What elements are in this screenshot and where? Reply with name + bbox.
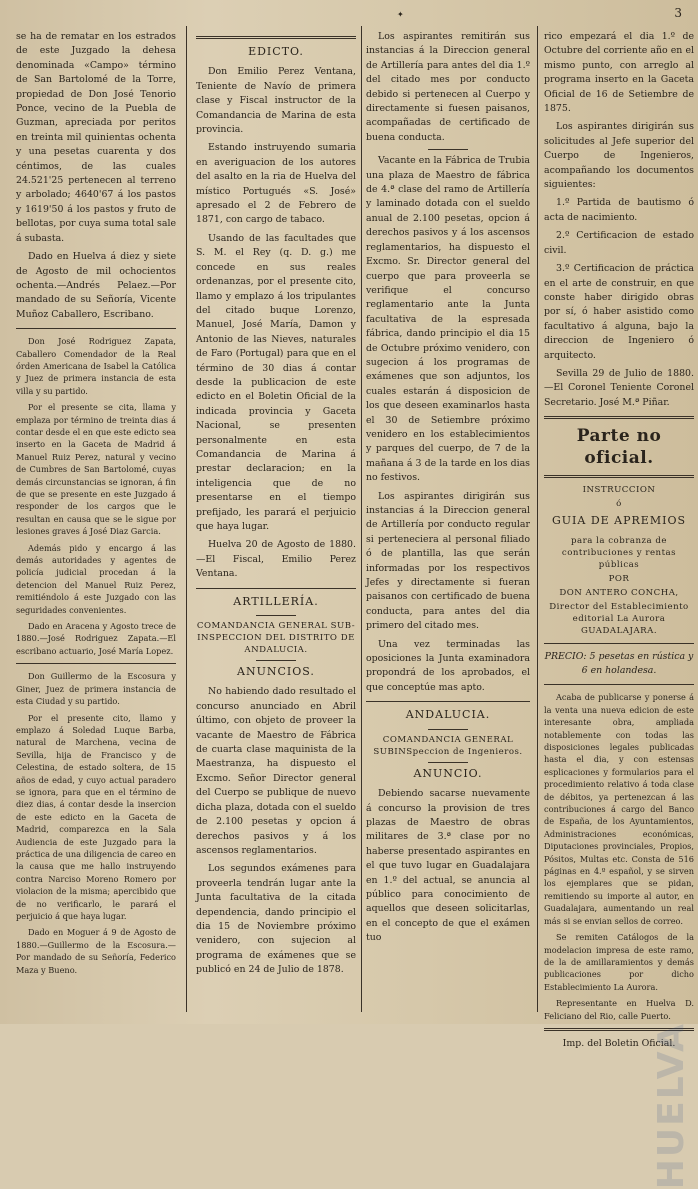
paragraph: Representante en Huelva D. Feliciano del Rio, calle Puerto. (544, 998, 694, 1021)
divider (428, 149, 468, 150)
paragraph: Los aspirantes remitirán sus instancias á la Direccion general de Artillería para antes del dia 1.º del citado mes por conducto debido si pertenecen al Cuerpo y directamente si fuesen paisanos, acompañadas de certificado de buena conducta. (366, 31, 530, 143)
subheading: POR (608, 573, 630, 584)
section-title: ANDALUCIA. (405, 708, 491, 722)
paragraph: se ha de rematar en los estrados de este Juzgado la dehesa denominada «Campo» término de San Bartolomé de la Torre, propiedad de Don José Tenorio Ponce, vecino de la Puebla de Guzman, apreciada por peritos en treinta mil quinientas ochenta y una pesetas cuarenta y dos céntimos, de las cuales 24.521'25 pertenecen al terreno y arbolado; 4640'67 á los pastos y 1619'50 á los pastos y fruto de bellotas, por cuya suma total sale á subasta. (16, 31, 176, 244)
divider (16, 663, 176, 664)
list-item: 3.º Certificacion de práctica en el arte de construir, en que conste haber dirigido obras por sí, ó haber asistido como facultativo á alguna, bajo la direccion de Ingeniero ó arquitecto. (544, 263, 694, 361)
divider (196, 36, 356, 39)
divider (428, 762, 468, 763)
paragraph: Los segundos exámenes para proveerla tendrán lugar ante la Junta facultativa de la citada dependencia, dando principio el dia 15 de Noviembre próximo venidero, con sujecion al programa de exámenes que se publicó en 24 de Julio de 1878. (196, 863, 356, 976)
price: PRECIO: 5 pesetas en rústica y 6 en holandesa. (544, 650, 694, 676)
paragraph: Por el presente se cita, llama y emplaza por término de treinta dias á contar desde el en que este edicto sea inserto en la Gaceta de Madrid á Manuel Ruiz Perez, natural y vecino de Cumbres de San Bartolomé, cuyas demás circunstancias se ignoran, á fin de que se presente en este Juzgado á responder de los cargos que le resultan en causa que se le sigue por lesiones graves á José Diaz Garcia. (16, 402, 176, 537)
column-rule (186, 26, 187, 1012)
section-title: EDICTO. (248, 45, 304, 58)
section-title: ARTILLERÍA. (233, 594, 319, 608)
section-title: ANUNCIO. (413, 766, 483, 780)
divider (16, 328, 176, 329)
list-item: 2.º Certificacion de estado civil. (544, 230, 694, 256)
column-rule (537, 26, 538, 1012)
paragraph: Dado en Huelva á diez y siete de Agosto de mil ochocientos ochenta.—Andrés Pelaez.—Por mandado de su Señoría, Vicente Muñoz Caballero, Escribano. (16, 251, 176, 320)
paragraph: Se remiten Catálogos de la modelacion impresa de este ramo, de la de amillaramientos y demás publicaciones por dicho Establecimiento La Aurora. (544, 932, 694, 992)
column-3 (366, 30, 530, 1008)
divider (544, 416, 694, 419)
paragraph: Sevilla 29 de Julio de 1880.—El Coronel Teniente Coronel Secretario. José M.ª Piñar. (544, 367, 694, 408)
divider (256, 615, 296, 616)
imprint: Imp. del Boletin Oficial. (562, 1037, 676, 1049)
watermark: HUELVA (651, 1022, 692, 1189)
book-title: GUIA DE APREMIOS (551, 514, 686, 528)
paragraph: Debiendo sacarse nuevamente á concurso la provision de tres plazas de Maestro de obras militares de 3.ª clase por no haberse presentado aspirantes en el que tuvo lugar en Guadalajara en 1.º del actual, se anuncia al público para conocimiento de aquellos que deseen solicitarlas, en el concepto de que el exámen tuo (366, 788, 530, 944)
divider (544, 475, 694, 478)
divider (366, 701, 530, 702)
section-title: ANUNCIOS. (237, 665, 315, 679)
subheading: COMANDANCIA GENERAL SUBINSpeccion de Ingenieros. (373, 734, 523, 757)
paragraph: rico empezará el dia 1.º de Octubre del corriente año en el mismo punto, con arreglo al programa inserto en la Gaceta Oficial de 16 de Setiembre de 1875. (544, 31, 694, 115)
subheading: INSTRUCCION (582, 485, 656, 496)
paragraph: Don Emilio Perez Ventana, Teniente de Navío de primera clase y Fiscal instructor de la Comandancia de Marina de esta provincia. (196, 66, 356, 136)
subheading: COMANDANCIA GENERAL SUB-INSPECCION DEL DISTRITO DE ANDALUCIA. (196, 621, 356, 656)
paragraph: Dado en Aracena y Agosto trece de 1880.—José Rodriguez Zapata.—El escribano actuario, José María Lopez. (16, 621, 176, 656)
divider (428, 729, 468, 730)
divider (196, 588, 356, 589)
divider (256, 660, 296, 661)
page-number: 3 (674, 6, 682, 20)
paragraph: Don Guillermo de la Escosura y Giner, Juez de primera instancia de esta Ciudad y su partido. (16, 671, 176, 707)
list-item: 1.º Partida de bautismo ó acta de nacimiento. (544, 197, 694, 223)
paragraph: Estando instruyendo sumaria en averiguacion de los autores del asalto en la ria de Huelva del místico Portugués «S. José» apresado el 2 de Febrero de 1871, con cargo de tabaco. (196, 142, 356, 226)
section-title: Parte no oficial. (576, 426, 662, 469)
paragraph: Además pido y encargo á las demás autoridades y agentes de policía judicial procedan á la detencion del Manuel Ruiz Perez, remitiéndolo á este Juzgado con las seguridades convenientes. (16, 542, 176, 615)
column-2 (196, 30, 356, 1008)
paragraph: Los aspirantes dirigirán sus solicitudes al Jefe superior del Cuerpo de Ingenieros, acompañando los documentos siguientes: (544, 121, 694, 191)
ornament-star: ✦ (397, 10, 404, 19)
author: DON ANTERO CONCHA, (559, 587, 679, 598)
column-rule (361, 26, 362, 1012)
divider (544, 684, 694, 685)
paragraph: Huelva 20 de Agosto de 1880.—El Fiscal, Emilio Perez Ventana. (196, 539, 356, 580)
paragraph: Por el presente cito, llamo y emplazo á Soledad Luque Barba, natural de Marchena, vecina de Sevilla, hija de Francisco y de Celestina, de estado soltera, de 15 años de edad, y cuyo actual paradero se ignora, para que en el término de diez dias, á contar desde la insercion de este edicto en la Gaceta de Madrid, comparezca en la Sala Audiencia de este Juzgado para la práctica de una diligencia de careo en la causa que me hallo instruyendo contra Narciso Moreno Romero por violacion de la misma; apercibido que de no verificarlo, le parará el perjuicio á que haya lugar. (16, 712, 176, 921)
paragraph: Vacante en la Fábrica de Trubia una plaza de Maestro de fábrica de 4.ª clase del ramo de Artillería y laminado dotada con el sueldo anual de 2.100 pesetas, opcion á derechos pasivos y á los ascensos reglamentarios, ha dispuesto el Excmo. Sr. Director general del cuerpo que para proveerla se verifique el concurso reglamentario ante la Junta facultativa de la espresada fábrica, dando principio el dia 15 de Octubre próximo venidero, con sugecion á los programas de exámenes que son adjuntos, los cuales estarán á disposicion de los que deseen examinarlos hasta el 30 de Setiembre próximo venidero en los establecimientos y parques del cuerpo, de 7 de la mañana á 3 de la tarde en los dias no festivos. (366, 155, 530, 484)
paragraph: Acaba de publicarse y ponerse á la venta una nueva edicion de este interesante obra, ampliada notablemente con todas las disposiciones legales publicadas hasta el dia, y con estensas esplicaciones y formularios para el procedimiento relativo á toda clase de débitos, ya pertenezcan á las contribuciones á cargo del Banco de España, de los Ayuntamientos, Administraciones económicas, Diputaciones provinciales, Propios, Pósitos, Multas etc. Consta de 516 páginas en 4.º español, y se sirven los ejemplares que se pidan, remitiendo su importe al autor, en Guadalajara, aumentando un real más si se envian sellos de correo. (544, 692, 694, 926)
paragraph: Los aspirantes dirigirán sus instancias á la Direccion general de Artillería por conducto regular si perteneciera al personal filiado ó de plantilla, las que serán informadas por los respectivos Jefes y directamente si fueran paisanos con certificado de buena conducta, para antes del dia primero del citado mes. (366, 490, 530, 632)
paragraph: Don José Rodriguez Zapata, Caballero Comendador de la Real órden Americana de Isabel la Católica y Juez de primera instancia de esta villa y su partido. (16, 336, 176, 396)
paragraph: Usando de las facultades que S. M. el Rey (q. D. g.) me concede en sus reales ordenanzas, por el presente cito, llamo y emplazo á los tripulantes del citado buque Lorenzo, Manuel, José María, Damon y Antonio de las Nieves, naturales de Faro (Portugal) para que en el término de 30 dias á contar desde la publicacion de este edicto en el Boletin Oficial de la indicada provincia y Gaceta Nacional, se presenten personalmente en esta Comandancia de Marina á prestar declaracion; en la inteligencia que de no presentarse en el tiempo prefijado, les parará el perjuicio que haya lugar. (196, 232, 356, 532)
divider (544, 643, 694, 644)
subheading: ó (616, 499, 622, 510)
subheading: para la cobranza de contribuciones y rentas públicas (561, 535, 677, 570)
paragraph: Dado en Moguer á 9 de Agosto de 1880.—Guillermo de la Escosura.—Por mandado de su Señoría, Federico Maza y Bueno. (16, 927, 176, 975)
column-4 (544, 30, 694, 1049)
paragraph: No habiendo dado resultado el concurso anunciado en Abril último, con objeto de proveer la vacante de Maestro de Fábrica de cuarta clase maquinista de la Maestranza, ha dispuesto el Excmo. Señor Director general del Cuerpo se publique de nuevo dicha plaza, dotada con el sueldo de 2.100 pesetas y opcion á derechos pasivos y á los ascensos reglamentarios. (196, 686, 356, 856)
column-1 (16, 30, 176, 1008)
paragraph: Una vez terminadas las oposiciones la Junta examinadora propondrá de los aprobados, el que conceptúe mas apto. (366, 638, 530, 693)
author-description: Director del Establecimiento editorial La Aurora GUADALAJARA. (549, 601, 689, 636)
